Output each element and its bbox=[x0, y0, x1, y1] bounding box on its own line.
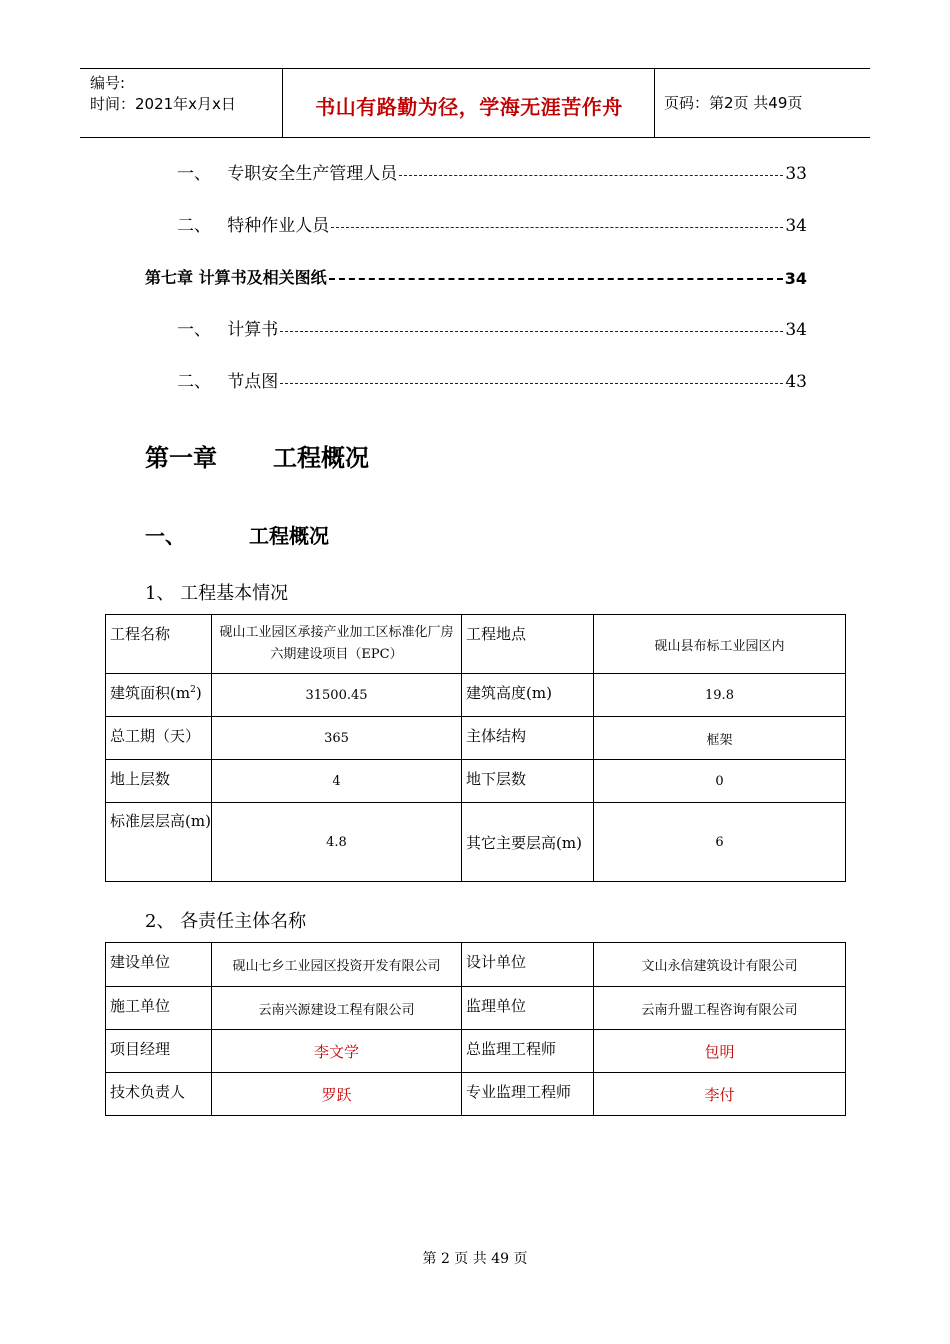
toc-num: 一、 bbox=[177, 320, 211, 340]
table-row bbox=[106, 943, 846, 987]
table-value: 云南兴源建设工程有限公司 bbox=[212, 987, 462, 1030]
header-divider bbox=[654, 69, 655, 137]
toc-page: 34 bbox=[785, 320, 807, 340]
table-label: 标准层层高(m) bbox=[106, 803, 212, 882]
table-value: 李文学 bbox=[212, 1030, 462, 1073]
section-title: 工程概况 bbox=[249, 524, 329, 548]
table-value: 31500.45 bbox=[212, 674, 462, 717]
table-value: 李付 bbox=[594, 1073, 846, 1116]
table-value: 4.8 bbox=[212, 803, 462, 882]
table-row bbox=[106, 987, 846, 1030]
table-label: 地下层数 bbox=[462, 760, 594, 803]
table-value: 砚山七乡工业园区投资开发有限公司 bbox=[212, 943, 462, 987]
toc-title: 第七章 计算书及相关图纸 bbox=[145, 268, 327, 287]
toc-entry[interactable] bbox=[145, 366, 807, 392]
toc-num: 二、 bbox=[177, 372, 211, 392]
toc-title: 计算书 bbox=[227, 320, 279, 340]
doc-number-label: 编号: bbox=[90, 74, 126, 92]
table-label: 建筑高度(m) bbox=[462, 674, 594, 717]
toc-entry[interactable] bbox=[145, 210, 807, 236]
toc-entry[interactable] bbox=[145, 314, 807, 340]
table-value: 0 bbox=[594, 760, 846, 803]
toc-chapter-entry[interactable] bbox=[145, 262, 807, 288]
header-page-info: 页码：第2页 共49页 bbox=[664, 94, 803, 112]
chapter-heading bbox=[145, 438, 369, 473]
toc-leader bbox=[329, 278, 783, 280]
toc-leader bbox=[399, 175, 783, 176]
table-label: 设计单位 bbox=[462, 943, 594, 987]
header-meta bbox=[90, 73, 236, 115]
table-value: 4 bbox=[212, 760, 462, 803]
page-header bbox=[80, 68, 870, 138]
table-value: 文山永信建筑设计有限公司 bbox=[594, 943, 846, 987]
table-value: 框架 bbox=[594, 717, 846, 760]
table-label: 施工单位 bbox=[106, 987, 212, 1030]
chapter-title: 工程概况 bbox=[273, 444, 369, 472]
table-label: 其它主要层高(m) bbox=[462, 803, 594, 882]
table-label: 主体结构 bbox=[462, 717, 594, 760]
toc-leader bbox=[280, 331, 783, 332]
table-row bbox=[106, 615, 846, 674]
doc-time-label: 时间：2021年x月x日 bbox=[90, 95, 236, 113]
table-label: 总工期（天） bbox=[106, 717, 212, 760]
table-label: 项目经理 bbox=[106, 1030, 212, 1073]
table-label: 监理单位 bbox=[462, 987, 594, 1030]
toc-page: 33 bbox=[785, 164, 807, 184]
project-info-table bbox=[105, 614, 846, 882]
toc-entry[interactable] bbox=[145, 158, 807, 184]
table-row bbox=[106, 803, 846, 882]
toc-leader bbox=[331, 227, 783, 228]
subsection-heading: 2、 各责任主体名称 bbox=[145, 911, 307, 932]
table-row bbox=[106, 1030, 846, 1073]
table-label: 总监理工程师 bbox=[462, 1030, 594, 1073]
table-label: 技术负责人 bbox=[106, 1073, 212, 1116]
table-value: 19.8 bbox=[594, 674, 846, 717]
subsection-heading: 1、 工程基本情况 bbox=[145, 583, 289, 604]
toc-title: 节点图 bbox=[227, 372, 279, 392]
table-value: 365 bbox=[212, 717, 462, 760]
header-divider bbox=[282, 69, 283, 137]
toc-leader bbox=[280, 383, 783, 384]
table-label: 地上层数 bbox=[106, 760, 212, 803]
section-number: 一、 bbox=[145, 524, 185, 548]
chapter-number: 第一章 bbox=[145, 444, 217, 472]
table-row bbox=[106, 1073, 846, 1116]
table-row bbox=[106, 674, 846, 717]
table-value: 罗跃 bbox=[212, 1073, 462, 1116]
toc-title: 专职安全生产管理人员 bbox=[227, 164, 398, 184]
table-value: 包明 bbox=[594, 1030, 846, 1073]
table-label: 工程地点 bbox=[462, 615, 594, 674]
page-footer: 第 2 页 共 49 页 bbox=[422, 1251, 528, 1267]
toc-page: 34 bbox=[784, 269, 807, 288]
responsible-parties-table bbox=[105, 942, 846, 1116]
table-label: 建筑面积$(m^2)$ bbox=[106, 674, 212, 717]
toc-title: 特种作业人员 bbox=[227, 216, 330, 236]
table-value: 砚山工业园区承接产业加工区标准化厂房六期建设项目（EPC） bbox=[212, 615, 462, 674]
table-row bbox=[106, 717, 846, 760]
table-label: 建设单位 bbox=[106, 943, 212, 987]
header-motto: 书山有路勤为径，学海无涯苦作舟 bbox=[315, 95, 623, 119]
table-label: 专业监理工程师 bbox=[462, 1073, 594, 1116]
table-row bbox=[106, 760, 846, 803]
toc-num: 二、 bbox=[177, 216, 211, 236]
section-heading bbox=[145, 520, 329, 549]
table-value: 云南升盟工程咨询有限公司 bbox=[594, 987, 846, 1030]
toc-num: 一、 bbox=[177, 164, 211, 184]
table-label: 工程名称 bbox=[106, 615, 212, 674]
table-value: 砚山县布标工业园区内 bbox=[594, 615, 846, 674]
toc-page: 34 bbox=[785, 216, 807, 236]
table-value: 6 bbox=[594, 803, 846, 882]
toc-page: 43 bbox=[785, 372, 807, 392]
